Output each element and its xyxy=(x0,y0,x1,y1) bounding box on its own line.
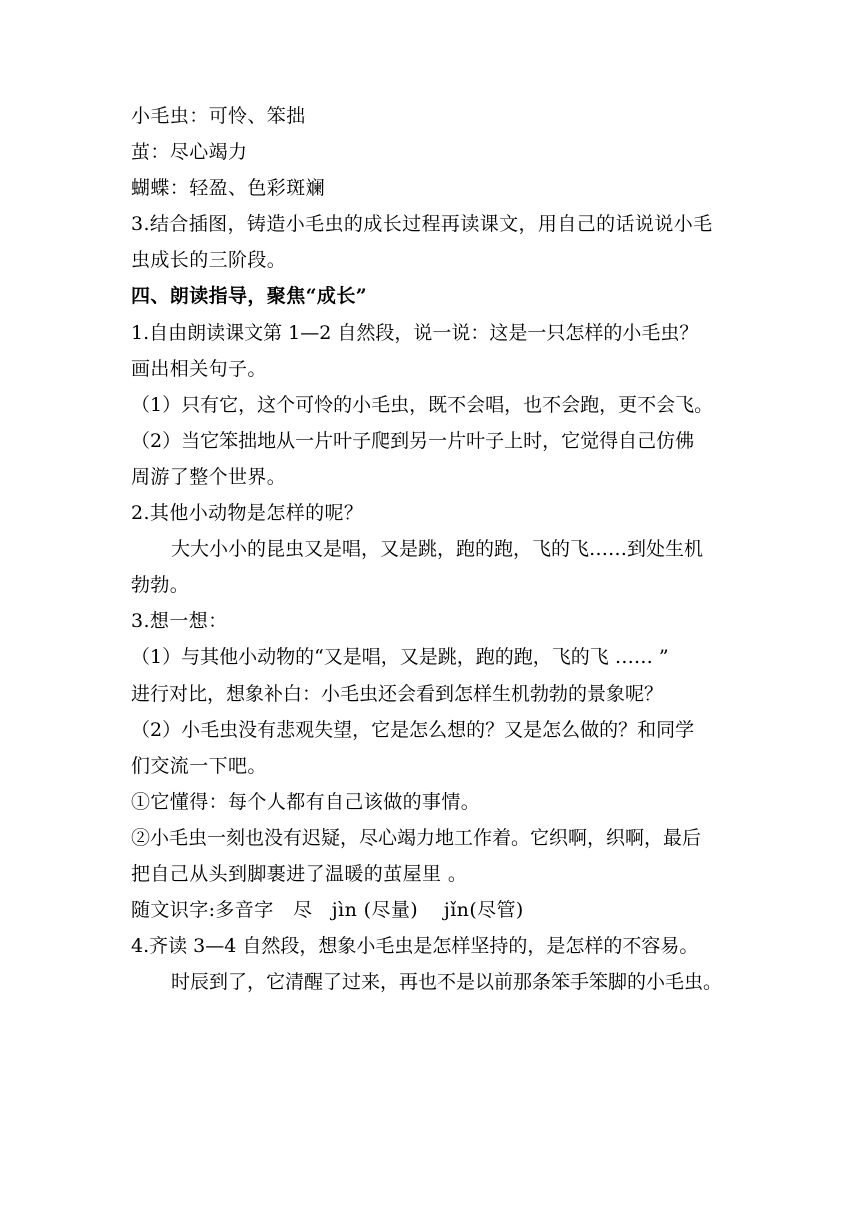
text-line-quote-1: （1）只有它，这个可怜的小毛虫，既不会唱，也不会跑，更不会飞。 xyxy=(131,393,714,416)
document-page xyxy=(131,98,736,1000)
text-line-quote-2-cont: 周游了整个世界。 xyxy=(131,465,287,488)
text-line-circle-1: ①它懂得：每个人都有自己该做的事情。 xyxy=(131,790,481,813)
text-line-circle-2: ②小毛虫一刻也没有迟疑，尽心竭力地工作着。它织啊，织啊，最后 xyxy=(131,826,702,849)
text-line-think-1: （1）与其他小动物的“又是唱，又是跳，跑的跑，飞的飞 …… ” xyxy=(131,646,669,669)
text-line-step-3-cont: 虫成长的三阶段。 xyxy=(131,249,287,272)
section-heading-reading-guide: 四、朗读指导，聚焦“成长” xyxy=(131,285,368,308)
text-line-final-paragraph: 时辰到了，它清醒了过来，再也不是以前那条笨手笨脚的小毛虫。 xyxy=(171,971,723,994)
text-line-polyphone: 随文识字:多音字 尽 jìn (尽量) jǐn(尽管) xyxy=(131,899,524,922)
text-line-character-butterfly: 蝴蝶：轻盈、色彩斑斓 xyxy=(131,177,326,200)
text-line-quote-2: （2）当它笨拙地从一片叶子爬到另一片叶子上时，它觉得自己仿佛 xyxy=(131,429,695,452)
text-line-think-2-cont: 们交流一下吧。 xyxy=(131,754,267,777)
text-line-character-cocoon: 茧：尽心竭力 xyxy=(131,141,248,164)
text-line-question-2: 2.其他小动物是怎样的呢？ xyxy=(131,502,364,525)
text-line-insects-paragraph-cont: 勃勃。 xyxy=(131,574,190,597)
text-line-think: 3.想一想： xyxy=(131,610,228,633)
text-line-character-small-caterpillar: 小毛虫：可怜、笨拙 xyxy=(131,105,306,127)
text-line-question-1: 1.自由朗读课文第 1—2 自然段，说一说：这是一只怎样的小毛虫？ xyxy=(131,321,699,344)
text-line-think-2: （2）小毛虫没有悲观失望，它是怎么想的？又是怎么做的？和同学 xyxy=(131,718,695,741)
text-line-think-1-cont: 进行对比，想象补白：小毛虫还会看到怎样生机勃勃的景象呢？ xyxy=(131,682,664,705)
text-line-step-4: 4.齐读 3—4 自然段，想象小毛虫是怎样坚持的，是怎样的不容易。 xyxy=(131,935,699,958)
text-line-circle-2-cont: 把自己从头到脚裹进了温暖的茧屋里 。 xyxy=(131,862,468,885)
text-line-question-1-cont: 画出相关句子。 xyxy=(131,357,267,380)
text-line-step-3: 3.结合插图，铸造小毛虫的成长过程再读课文，用自己的话说说小毛 xyxy=(131,213,713,236)
text-line-insects-paragraph: 大大小小的昆虫又是唱，又是跳，跑的跑，飞的飞……到处生机 xyxy=(171,538,704,561)
